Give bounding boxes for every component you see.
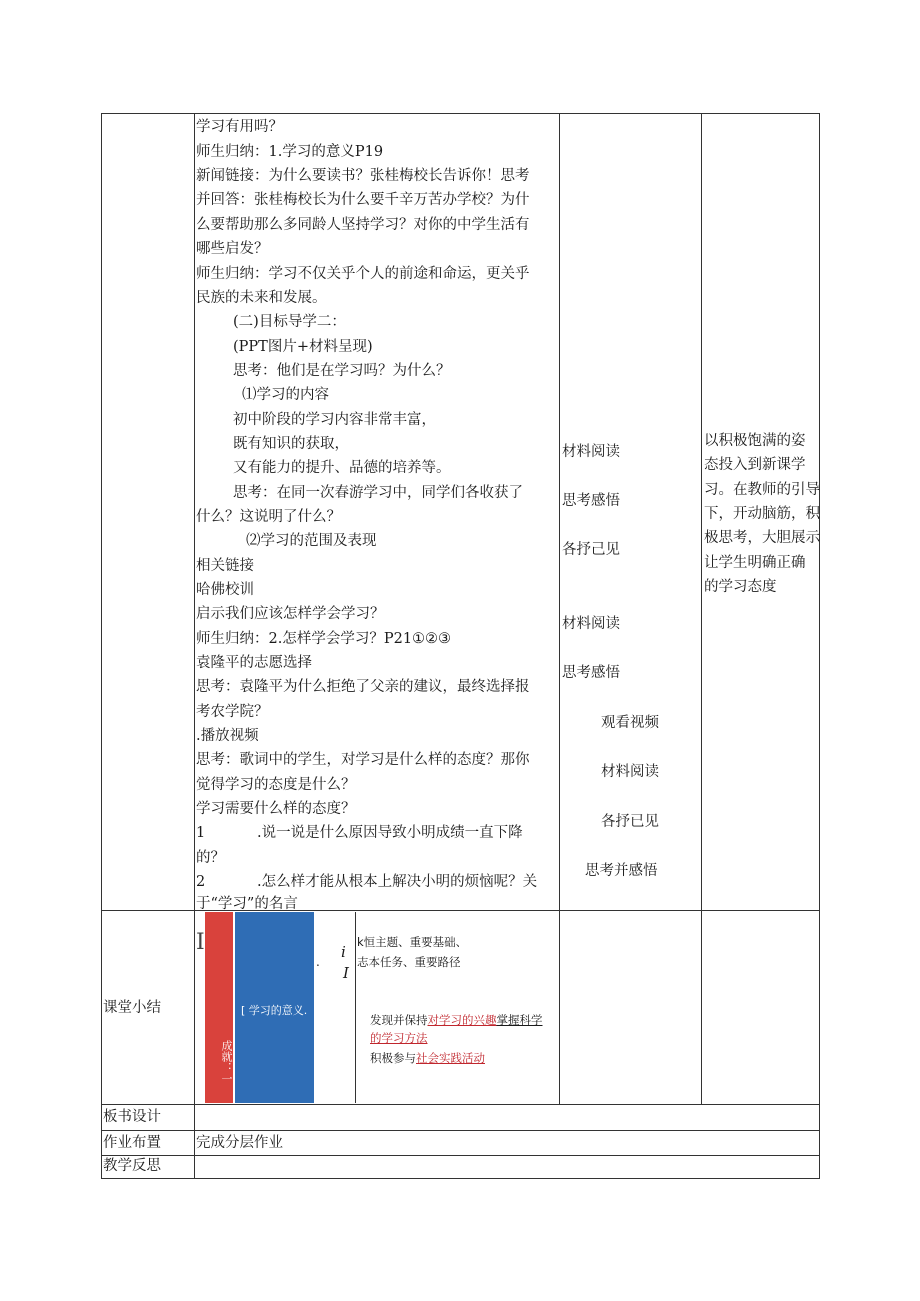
- table-bottom-border: [101, 1178, 819, 1179]
- table-top-border: [101, 113, 819, 114]
- text-line: 么要帮助那么多同龄人坚持学习？对你的中学生活有: [196, 217, 530, 233]
- activity-item: 材料阅读: [562, 616, 620, 632]
- summary-line-3: [370, 1010, 543, 1030]
- activity-item: 材料阅读: [601, 764, 659, 780]
- text-line: 思考：歌词中的学生，对学习是什么样的态度？那你: [196, 752, 530, 768]
- text-line: 什么？这说明了什么？: [196, 509, 341, 525]
- activity-item: 各抒己见: [562, 542, 620, 558]
- text-line: 觉得学习的态度是什么？: [196, 777, 356, 793]
- summary-line-3-suffix: 掌握科学: [496, 1013, 543, 1027]
- summary-label: 课堂小结: [103, 1000, 161, 1016]
- text-line: 思考：他们是在学习吗？为什么？: [233, 363, 451, 379]
- text-line: 思考：在同一次春游学习中，同学们各收获了: [233, 485, 523, 501]
- text-line: 的学习态度: [704, 579, 777, 595]
- reflection-label: 教学反思: [103, 1158, 161, 1174]
- diagram-divider: [355, 912, 356, 1103]
- red-bar-label: 成就：一: [220, 1040, 233, 1084]
- text-line: 民族的未来和发展。: [196, 290, 327, 306]
- text-line: 并回答：张桂梅校长为什么要千辛万苦办学校？为什: [196, 192, 530, 208]
- text-line: .怎么样才能从根本上解决小明的烦恼呢？关: [257, 874, 538, 890]
- col-divider-2: [559, 113, 560, 1105]
- activity-item: 思考感悟: [562, 665, 620, 681]
- text-line: 相关链接: [196, 558, 254, 574]
- summary-line-2: 志本任务、重要路径: [357, 955, 461, 969]
- summary-line-5-prefix: 积极参与: [370, 1051, 416, 1065]
- text-line: ⑴学习的内容: [242, 387, 329, 403]
- summary-line-3-prefix: 发现并保持: [370, 1013, 428, 1027]
- mark-italic-I: I: [343, 964, 349, 982]
- homework-label: 作业布置: [103, 1135, 161, 1151]
- activity-item: 思考感悟: [562, 493, 620, 509]
- blue-bar-label: [ 学习的意义.: [241, 1004, 308, 1017]
- red-bar: [205, 912, 233, 1103]
- text-line: 习。在教师的引导: [704, 482, 820, 498]
- text-line: 以积极饱满的姿: [704, 433, 806, 449]
- text-line: 下，开动脑筋，积: [704, 506, 820, 522]
- activity-item: 各抒已见: [601, 814, 659, 830]
- text-line: 态投入到新课学: [704, 457, 806, 473]
- row-divider-board: [101, 1104, 819, 1105]
- summary-line-5-highlight: 社会实践活动: [416, 1051, 485, 1065]
- summary-line-4-highlight: 的学习方法: [370, 1031, 428, 1045]
- col-divider-3: [701, 113, 702, 1105]
- text-line: 考农学院？: [196, 704, 269, 720]
- text-line: 思考：袁隆平为什么拒绝了父亲的建议，最终选择报: [196, 679, 530, 695]
- text-line: 的？: [196, 850, 225, 866]
- text-line: (二)目标导学二：: [233, 314, 346, 330]
- text-line: .说一说是什么原因导致小明成绩一直下降: [257, 825, 523, 841]
- text-line: 哈佛校训: [196, 582, 254, 598]
- text-line: 学习有用吗？: [196, 119, 283, 135]
- board-design-label: 板书设计: [103, 1109, 161, 1125]
- homework-value: 完成分层作业: [196, 1135, 283, 1151]
- list-number: 2: [196, 874, 206, 890]
- text-line: (PPT图片+材料呈现): [233, 339, 373, 355]
- roman-numeral-mark: I: [196, 930, 205, 955]
- summary-line-3-highlight: 对学习的兴趣: [427, 1013, 497, 1027]
- summary-line-4: [370, 1028, 428, 1048]
- mark-italic-i: i: [341, 943, 346, 961]
- blue-bar: [235, 912, 314, 1103]
- text-line: 哪些启发？: [196, 241, 269, 257]
- text-line: 既有知识的获取，: [233, 436, 349, 452]
- text-line: 让学生明确正确: [704, 555, 806, 571]
- text-line: 新闻链接：为什么要读书？张桂梅校长告诉你！思考: [196, 168, 530, 184]
- text-line: .播放视频: [196, 728, 259, 744]
- col-divider-1: [194, 113, 195, 1179]
- text-line: 于“学习”的名言: [196, 896, 298, 910]
- text-line: 极思考，大胆展示: [704, 530, 820, 546]
- text-line: 初中阶段的学习内容非常丰富，: [233, 412, 436, 428]
- list-number: 1: [196, 825, 206, 841]
- text-line: 师生归纳：学习不仅关乎个人的前途和命运，更关乎: [196, 266, 530, 282]
- row-divider-reflection: [101, 1155, 819, 1156]
- text-line: 师生归纳：1.学习的意义P19: [196, 144, 384, 160]
- summary-line-5: [370, 1048, 485, 1068]
- mark-dot: .: [316, 955, 320, 969]
- summary-line-1: k恒主题、重要基础、: [357, 935, 468, 949]
- text-line: ⑵学习的范围及表现: [246, 533, 377, 549]
- table-right-border: [819, 113, 820, 1179]
- row-divider-summary: [101, 910, 819, 911]
- activity-item: 材料阅读: [562, 444, 620, 460]
- activity-item: 观看视频: [601, 715, 659, 731]
- text-line: 师生归纳：2.怎样学会学习？P21①②③: [196, 631, 452, 647]
- activity-item: 思考并感悟: [585, 863, 658, 879]
- row-divider-homework: [101, 1130, 819, 1131]
- text-line: 学习需要什么样的态度？: [196, 801, 356, 817]
- table-left-border: [101, 113, 102, 1179]
- text-line: 又有能力的提升、品德的培养等。: [233, 460, 451, 476]
- text-line: 袁隆平的志愿选择: [196, 655, 312, 671]
- text-line: 启示我们应该怎样学会学习？: [196, 606, 385, 622]
